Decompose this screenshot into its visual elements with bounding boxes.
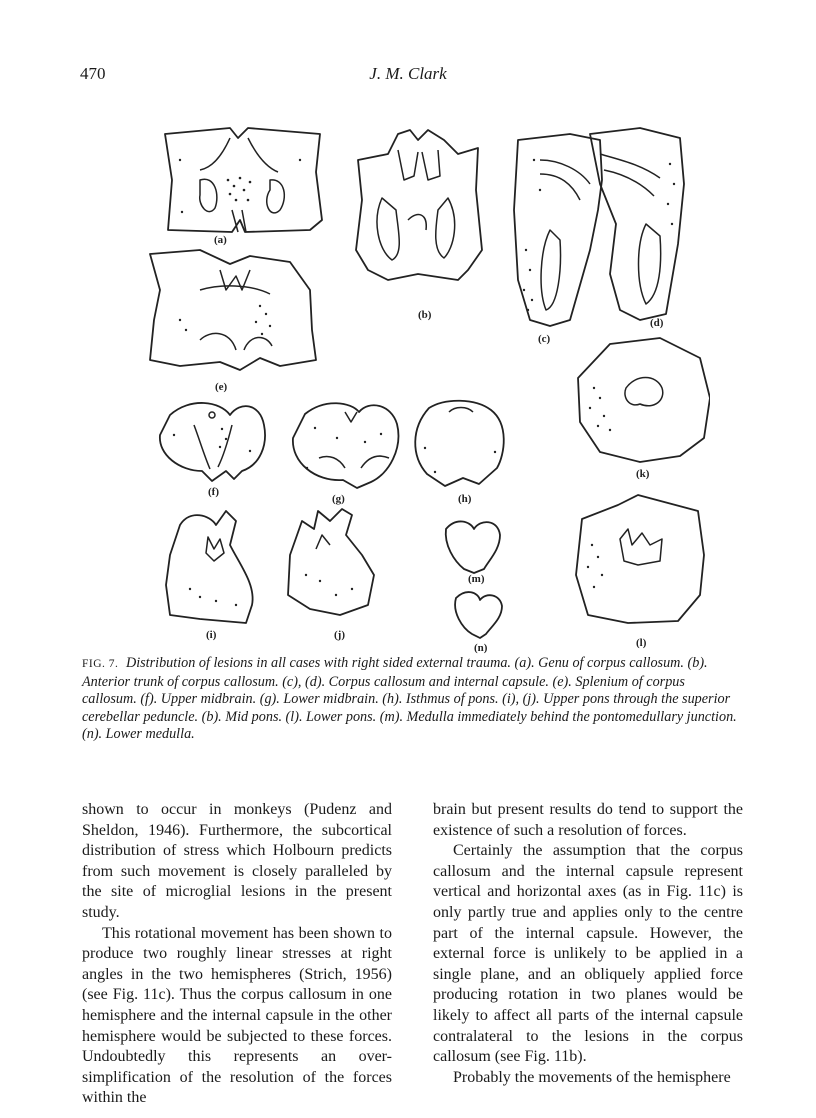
panel-a-drawing	[165, 128, 322, 232]
page-number: 470	[80, 64, 106, 83]
panel-label-f: (f)	[208, 486, 219, 498]
panel-label-j: (j)	[334, 629, 345, 641]
panel-h-drawing	[415, 401, 504, 486]
caption-label: FIG. 7.	[82, 658, 119, 670]
panel-label-m: (m)	[468, 573, 485, 585]
figure-caption	[82, 655, 737, 744]
panel-label-i: (i)	[206, 629, 217, 641]
paragraph: Certainly the assumption that the corpus callosum and the internal capsule represent vertical and horizontal axes (as in Fig. 11c) is only partly true and applies only to the centre part of the internal capsule. However, the external force is unlikely to be applied in a single plane, and an obliquely applied force producing rotation in two planes would be likely to affect all parts of the internal capsule contralateral to the lesions in the corpus callosum (see Fig. 11b).	[433, 842, 743, 1066]
panel-e-drawing	[150, 250, 316, 370]
panel-i-drawing	[166, 511, 253, 623]
panel-j-drawing	[288, 509, 374, 615]
panel-label-d: (d)	[650, 317, 664, 329]
paragraph: shown to occur in monkeys (Pudenz and Sheldon, 1946). Furthermore, the subcortical distribution of stress which Holbourn predicts from such movement is closely paralleled by the site of microglial lesions in the present study.	[82, 801, 392, 921]
panel-label-l: (l)	[636, 637, 647, 649]
panel-label-e: (e)	[215, 381, 228, 393]
panel-label-n: (n)	[474, 642, 488, 654]
panel-label-g: (g)	[332, 493, 345, 505]
panel-c-drawing	[514, 134, 602, 326]
panel-l-drawing	[576, 495, 704, 623]
panel-d-drawing	[590, 128, 684, 320]
panel-g-drawing	[293, 403, 399, 488]
paragraph: Probably the movements of the hemisphere	[453, 1068, 731, 1086]
body-column-left	[82, 800, 392, 1109]
panel-label-h: (h)	[458, 493, 472, 505]
panel-label-a: (a)	[214, 234, 227, 246]
running-head: J. M. Clark	[369, 64, 447, 83]
panel-k-drawing	[578, 338, 710, 462]
panel-n-drawing	[455, 592, 502, 638]
panel-f-drawing	[160, 403, 265, 481]
paragraph: This rotational movement has been shown to produce two roughly linear stresses at right angles in the two hemispheres (Strich, 1956) (see Fig. 11c). Thus the corpus callosum in one hemisphere and the internal capsule in the other hemisphere would be subjected to these forces. Undoubtedly this represents an over-simplification of the resolution of the forces within the	[82, 924, 392, 1107]
panel-m-drawing	[446, 521, 500, 573]
paragraph: brain but present results do tend to support the existence of such a resolution of forces.	[433, 801, 743, 839]
panel-label-b: (b)	[418, 309, 432, 321]
panel-label-c: (c)	[538, 333, 551, 345]
body-column-right	[433, 800, 743, 1088]
figure-7-lesion-drawings	[120, 110, 710, 655]
panel-b-drawing	[356, 130, 482, 280]
caption-text: Distribution of lesions in all cases with right sided external trauma. (a). Genu of corpus callosum. (b). Anterior trunk of corpus callosum. (c), (d). Corpus callosum and internal capsule. (e). Splenium of corpus callosum. (f). Upper midbrain. (g). Lower midbrain. (h). Isthmus of pons. (i), (j). Upper pons through the superior cerebellar peduncle. (b). Mid pons. (l). Lower pons. (m). Medulla immediately behind the pontomedullary junction. (n). Lower medulla.	[82, 655, 737, 742]
panel-label-k: (k)	[636, 468, 650, 480]
